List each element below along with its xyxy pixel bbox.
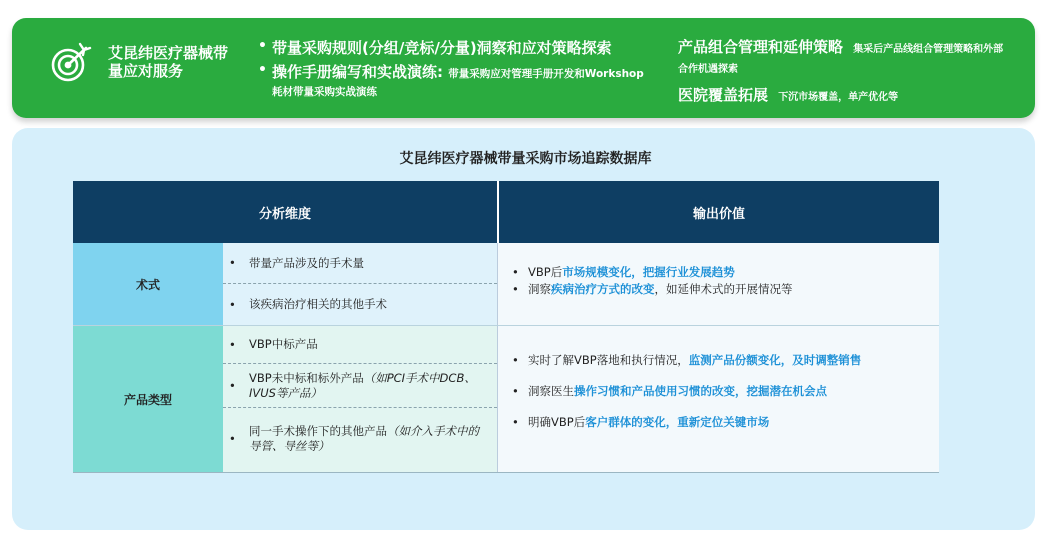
- item-text: VBP中标产品: [249, 337, 318, 351]
- output-text: VBP后: [528, 265, 563, 279]
- banner-item-detail: 下沉市场覆盖，单产优化等: [778, 92, 899, 103]
- banner-item-head: 操作手册编写和实战演练:: [272, 63, 449, 81]
- output-line: [510, 353, 929, 368]
- item-note: （如介入手术中的导管、导丝等）: [249, 424, 479, 453]
- banner-item-detail: 集采后产品线组合管理策略和外部合作机遇探索: [678, 44, 1004, 75]
- bullet: •: [512, 353, 519, 367]
- list-item: [223, 284, 497, 325]
- output-line: [510, 282, 929, 297]
- bullet: •: [229, 378, 236, 392]
- panel-title: 艾昆纬医疗器械带量采购市场追踪数据库: [399, 151, 652, 167]
- bullet: •: [229, 297, 236, 311]
- item-text: 该疾病治疗相关的其他手术: [249, 297, 387, 311]
- item-text: 带量产品涉及的手术量: [249, 255, 364, 270]
- table-header: [73, 181, 939, 243]
- banner-mid-item: [256, 38, 646, 58]
- service-banner: [12, 18, 1035, 118]
- row-items: [223, 243, 498, 325]
- banner-mid-column: [256, 38, 646, 104]
- output-highlight: 疾病治疗方式的改变: [551, 282, 655, 296]
- output-highlight: 客户群体的变化，重新定位关键市场: [585, 415, 770, 429]
- output-text: ，如延伸术式的开展情况等: [654, 282, 793, 296]
- banner-right-column: [678, 38, 1008, 114]
- banner-item-head: 产品组合管理和延伸策略: [678, 38, 844, 56]
- output-highlight: 监测产品份额变化，及时调整销售: [688, 353, 862, 367]
- output-text: 明确VBP后: [528, 415, 586, 429]
- bullet: •: [512, 415, 519, 429]
- output-highlight: 操作习惯和产品使用习惯的改变，挖掘潜在机会点: [574, 384, 827, 398]
- bullet: •: [258, 62, 267, 78]
- output-text: 洞察医生: [528, 384, 574, 398]
- banner-right-item: [678, 38, 1008, 78]
- banner-mid-item: [256, 62, 646, 100]
- row-category: 术式: [73, 243, 223, 325]
- list-item: [223, 243, 497, 284]
- output-line: [510, 384, 929, 399]
- table-row: [73, 325, 939, 473]
- banner-item-head: 带量采购规则(分组/竞标/分量)洞察和应对策略探索: [272, 39, 612, 57]
- output-highlight: 市场规模变化，把握行业发展趋势: [562, 265, 735, 279]
- row-outputs: [498, 243, 939, 325]
- row-category: 产品类型: [73, 326, 223, 472]
- list-item: [223, 364, 497, 408]
- bullet: •: [229, 431, 236, 446]
- bullet: •: [229, 337, 236, 351]
- output-text: 实时了解VBP落地和执行情况，: [528, 353, 689, 367]
- row-outputs: [498, 326, 939, 472]
- target-arrow-icon: [50, 40, 94, 84]
- row-items: [223, 326, 498, 472]
- column-header-dimension: 分析维度: [73, 181, 499, 243]
- list-item: [223, 408, 497, 470]
- analysis-table: [73, 181, 939, 473]
- output-line: [510, 265, 929, 280]
- banner-item-head: 医院覆盖拓展: [678, 86, 769, 104]
- item-text: VBP未中标和标外产品: [249, 370, 364, 385]
- table-row: [73, 243, 939, 325]
- bullet: •: [258, 38, 267, 54]
- output-text: 洞察: [528, 282, 551, 296]
- bullet: •: [512, 384, 519, 398]
- banner-right-item: [678, 86, 1008, 106]
- column-header-value: 输出价值: [692, 206, 745, 222]
- item-text: 同一手术操作下的其他产品: [249, 424, 387, 438]
- banner-item-detail: 带量采购应对管理手册开发和Workshop耗材带量采购实战演练: [272, 68, 644, 98]
- bullet: •: [229, 255, 236, 270]
- output-line: [510, 415, 929, 430]
- list-item: [223, 326, 497, 364]
- banner-title: 艾昆纬医疗器械带量应对服务: [108, 44, 229, 80]
- bullet: •: [512, 265, 519, 279]
- bullet: •: [512, 282, 519, 296]
- item-note: （如PCI手术中DCB、IVUS等产品）: [249, 370, 476, 400]
